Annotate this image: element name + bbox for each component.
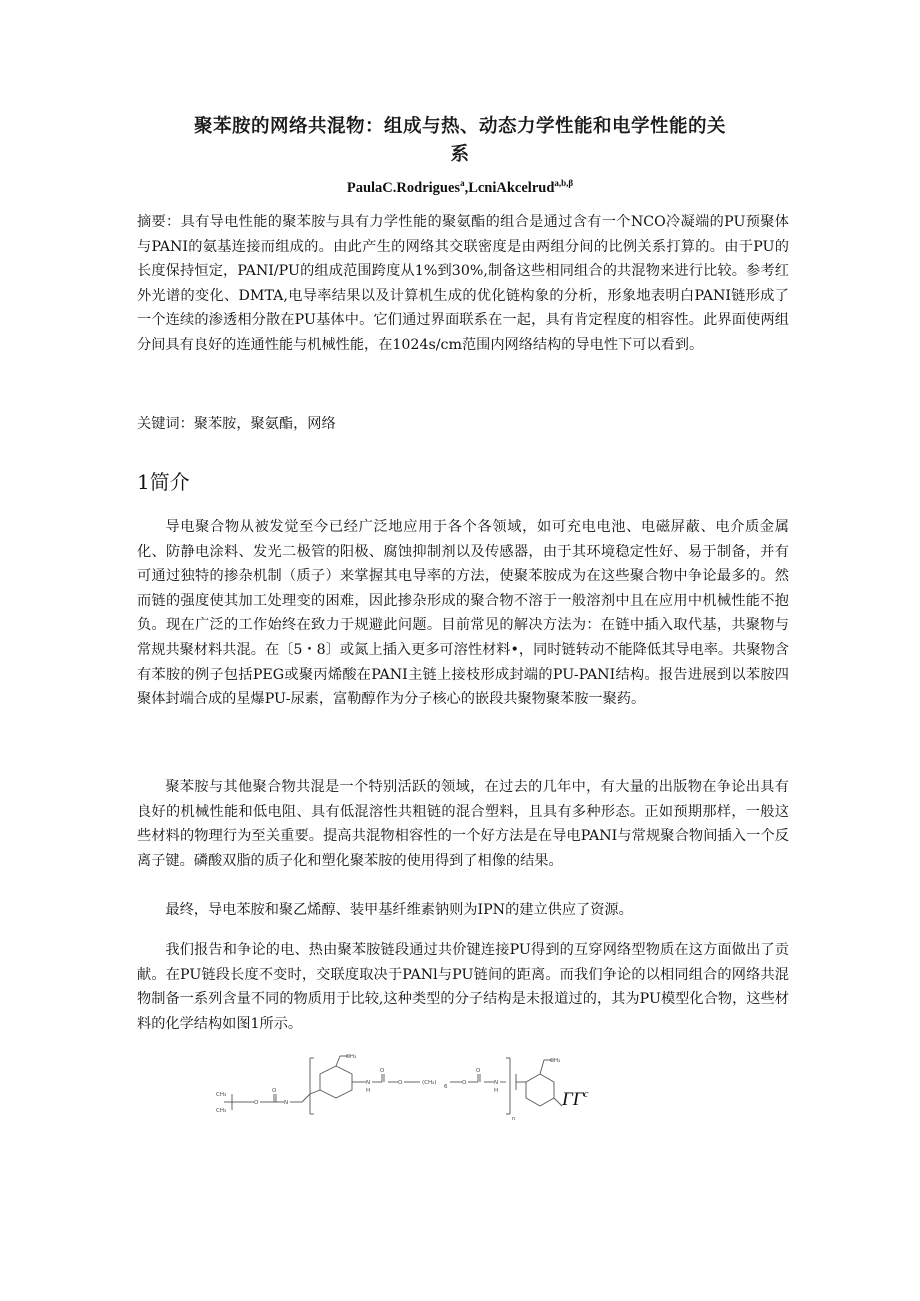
body-paragraph-3: 最终，导电苯胺和聚乙烯醇、装甲基纤维素钠则为IPN的建立供应了资源。: [165, 902, 633, 918]
label-ch2: (CH₂): [422, 1080, 437, 1086]
label-o-4: O: [398, 1080, 403, 1086]
figure-mark-sup: c: [583, 1088, 589, 1100]
label-six: 6: [444, 1084, 448, 1090]
title-line-2: 系: [450, 144, 470, 165]
label-o-5: O: [462, 1080, 467, 1086]
keywords: 关键词：聚苯胺，聚氨酯，网络: [137, 416, 336, 432]
author-line: [140, 178, 780, 197]
author-1-affiliation: a: [460, 178, 465, 188]
body-paragraph-4: 我们报告和争论的电、热由聚苯胺链段通过共价键连接PU得到的互穿网络型物质在这方面做出了贡献。在PU链段长度不变时，交联度取决于PANl与PU链间的距离。而我们争论的以相同组合的网络共混物制备一系列含量不同的物质用于比较,这种类型的分子结构是未报道过的，其为PU模型化合物，这些材料的化学结构如图1所示。: [137, 942, 789, 1032]
section-heading-introduction: 1简介: [137, 470, 190, 494]
abstract: 摘要：具有导电性能的聚苯胺与具有力学性能的聚氨酯的组合是通过含有一个NCO冷凝端的PU预聚体与PANI的氨基连接而组成的。由此产生的网络其交联密度是由两组分间的比例关系打算的。由于PU的长度保持恒定，PANI/PU的组成范围跨度从1%到30%,制备这些相同组合的共混物来进行比较。参考红外光谱的变化、DMTA,电导率结果以及计算机生成的优化链构象的分析，形象地表明白PANI链形成了一个连续的渗透相分散在PU基体中。它们通过界面联系在一起，具有肯定程度的相容性。此界面使两组分间具有良好的连通性能与机械性能，在1024s∕cm范围内网络结构的导电性下可以看到。: [137, 214, 789, 353]
paper-title: [140, 113, 780, 169]
label-ch3-d: CH₃: [550, 1058, 561, 1064]
label-o-3: O: [380, 1068, 385, 1074]
title-line-1: 聚苯胺的网络共混物：组成与热、动态力学性能和电学性能的关: [193, 116, 726, 137]
body-paragraph-1: 导电聚合物从被发觉至今已经广泛地应用于各个各领域，如可充电电池、电磁屏蔽、电介质金属化、防静电涂料、发光二极管的阳极、腐蚀抑制剂以及传感器，由于其环境稳定性好、易于制备，并有可通过独特的掺杂机制（质子）来掌握其电导率的方法，使聚苯胺成为在这些聚合物中争论最多的。然而链的强度使其加工处理变的困难，因此掺杂形成的聚合物不溶于一般溶剂中且在应用中机械性能不抱负。现在广泛的工作始终在致力于规避此问题。目前常见的解决方法为：在链中插入取代基，共聚物与常规共聚材料共混。在〔5・8〕或氮上插入更多可溶性材料•，同时链转动不能降低其导电率。共聚物含有苯胺的例子包括PEG或聚丙烯酸在PANI主链上接枝形成封端的PU-PANI结构。报告进展到以苯胺四聚体封端合成的星爆PU-尿素，富勒醇作为分子核心的嵌段共聚物聚苯胺一聚药。: [137, 519, 789, 708]
label-n-2: N: [366, 1080, 371, 1086]
author-2-affiliation: a,b,β: [554, 178, 574, 188]
body-paragraph-2: 聚苯胺与其他聚合物共混是一个特别活跃的领域，在过去的几年中，有大量的出版物在争论出具有良好的机械性能和低电阻、具有低混溶性共粗链的混合塑料，且具有多种形态。正如预期那样，一般这些材料的物理行为至关重要。提高共混物相容性的一个好方法是在导电PANI与常规聚合物间插入一个反离子键。磷酸双脂的质子化和塑化聚苯胺的使用得到了相像的结果。: [137, 779, 789, 869]
figure-mark-text: ΓΓ: [562, 1089, 584, 1110]
label-o-6: O: [476, 1068, 481, 1074]
chemical-structure-labels: [216, 1054, 560, 1122]
label-o-2: O: [272, 1088, 277, 1094]
label-n-1: N: [284, 1100, 289, 1106]
label-ch3-c: CH₃: [346, 1054, 357, 1060]
figure-mark: [562, 1088, 589, 1111]
chemical-structure-drawing: [210, 1050, 610, 1126]
label-h-2: H: [494, 1088, 499, 1094]
author-1: PaulaC.Rodrigues: [346, 180, 461, 196]
label-h-1: H: [366, 1088, 371, 1094]
label-repeat-n: n: [512, 1116, 516, 1122]
label-ch3-b: CH₃: [216, 1108, 227, 1114]
label-ch3-a: CH₃: [216, 1092, 227, 1098]
author-2: LcniAkcelrud: [468, 180, 555, 196]
chemical-structure-figure: [210, 1050, 610, 1126]
label-n-3: N: [494, 1080, 499, 1086]
author-separator: ,: [464, 180, 469, 196]
label-o-1: O: [254, 1100, 259, 1106]
